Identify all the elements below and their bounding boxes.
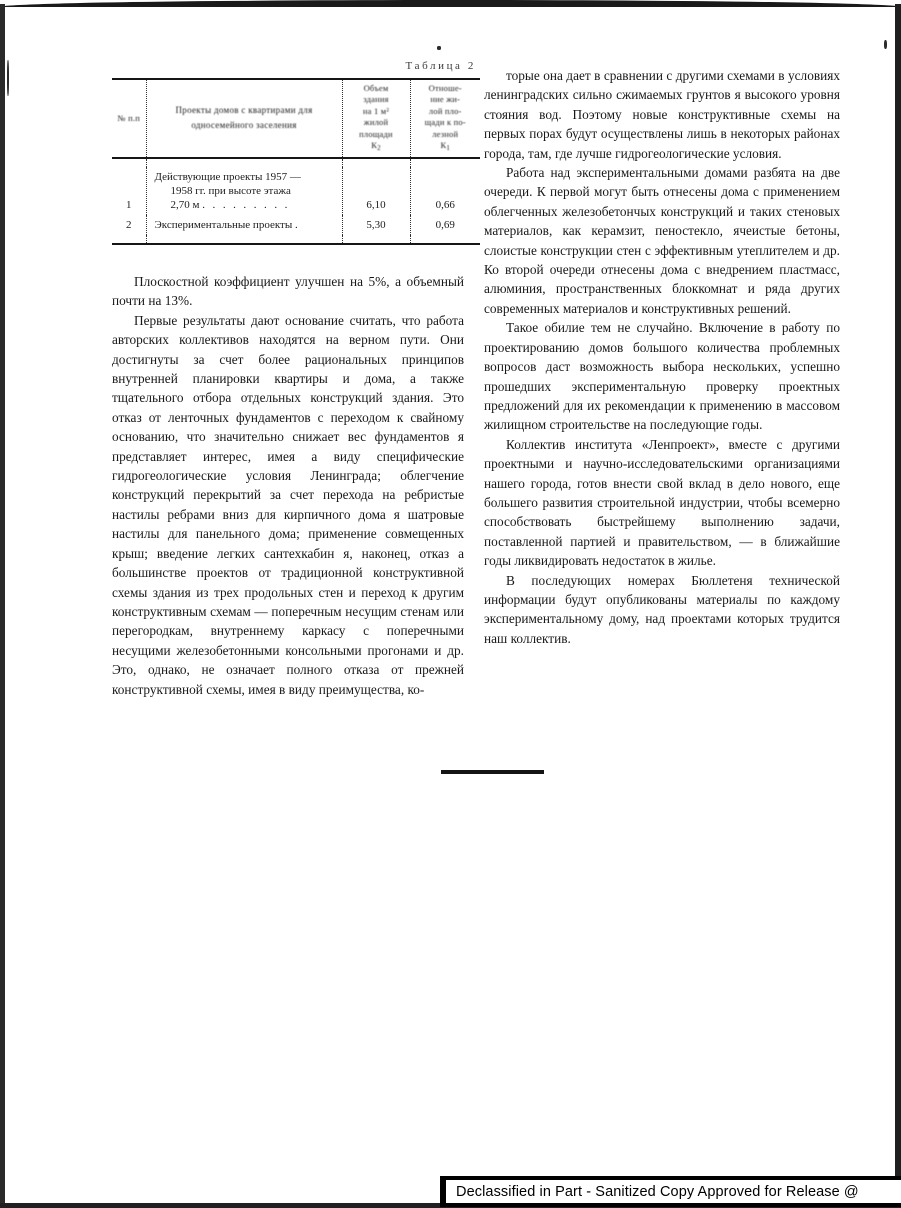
comparison-table bbox=[112, 78, 480, 245]
paragraph: торые она дает в сравнении с другими схемами в условиях ленинградских сильно сжимаемых грунтов я высокого уровня стояния вод. Поэтому новые конструктивные схемы на первых порах будут осуществлены лишь в некоторых районах города, там, где лучше гидрогеологические условия. bbox=[484, 68, 840, 161]
table-row-spacer bbox=[112, 159, 480, 167]
row-description bbox=[146, 215, 342, 235]
scan-edge-left bbox=[0, 4, 5, 1208]
table-rule-bottom bbox=[112, 244, 480, 245]
leader-dots: . bbox=[295, 219, 301, 232]
table-header-row bbox=[112, 80, 480, 158]
row-description bbox=[146, 167, 342, 215]
table-row bbox=[112, 215, 480, 235]
k2-subscript: 2 bbox=[377, 144, 381, 153]
body-column-right bbox=[484, 66, 840, 648]
paragraph: Плоскостной коэффициент улучшен на 5%, а объемный почти на 13%. bbox=[112, 274, 464, 309]
row-number: 2 bbox=[126, 219, 132, 232]
table-block bbox=[112, 60, 480, 245]
row-description-line: 2,70 м bbox=[170, 198, 200, 211]
paragraph: Работа над экспериментальными домами разбята на две очереди. К первой могут быть отнесены дома с применением облегченных железобетончых конструкций и таких стеновых материалов, как керамзит, пеностекло, ячеистые бетоны, слоистые конструкции стен с эффективным утеплителем и др. Ко второй очереди отнесены дома с внедрением пластмасс, алюминия, пространственных блоккомнат и ряда других современных материалов и конструктивных решений. bbox=[484, 165, 840, 316]
header-row-number: № п.п bbox=[117, 113, 140, 124]
scan-edge-right bbox=[895, 4, 901, 1208]
section-divider-rule bbox=[441, 770, 544, 774]
scan-speck bbox=[437, 46, 441, 50]
paragraph: Такое обилие тем не случайно. Включение в работу по проектированию домов большого количества проблемных вопросов даст возможность выбора нескольких, успешно прошедших экспериментальную проверку проектных предложений для их рекомендации к применению в массовом жилищном строительстве на последующие годы. bbox=[484, 320, 840, 433]
table-row bbox=[112, 167, 480, 215]
paragraph: В последующих номерах Бюллетеня технической информации будут опубликованы материалы по каждому экспериментальному дому, над проектами которых трудится наш коллектив. bbox=[484, 572, 840, 646]
paragraph: Первые результаты дают основание считать, что работа авторских коллективов находятся на верном пути. Они достигнуты за счет более рациональных принципов внутренней планировки квартиры и дома, а также тщательного отбора отдельных конструкций здания. Это отказ от ленточных фундаментов с переходом к свайному основанию, что значительно снижает вес фундаментов я представляет интерес, имея а виду специфические гидрогеологические условия Ленинграда; облегчение конструкций перекрытий за счет перехода на ребристые настилы ребрами вниз для кирпичного дома я шатровые настилы для панельного дома; применение совмещенных крыш; введение легких сантехкабин я, наконец, отказ а большинстве проектов от традиционной конструктивной схемы здания из трех продольных стен и переход к другим конструктивным схемам — поперечным несущим стенам или перегородкам, внутреннему каркасу с поперечными несущими железобетонными консольными прогонами и др. Это, однако, не означает полного отказа от прежней конструктивной схемы, имея в виду преимущества, ко- bbox=[112, 312, 464, 697]
table-row-spacer bbox=[112, 235, 480, 244]
row-k2-value: 6,10 bbox=[342, 167, 410, 215]
scan-edge-top bbox=[0, 0, 901, 7]
row-k1-value: 0,66 bbox=[410, 167, 480, 215]
k1-symbol: К bbox=[440, 140, 447, 151]
scan-speck bbox=[884, 40, 887, 49]
row-description-line: 1958 гг. при высоте этажа bbox=[170, 184, 291, 197]
table-caption: Таблица 2 bbox=[405, 60, 476, 72]
body-column-left bbox=[112, 272, 464, 699]
k1-subscript: 1 bbox=[446, 144, 451, 153]
paragraph: Коллектив института «Ленпроект», вместе с другими проектными и научно-исследовательскими организациями нашего города, готов внести свой вклад в дело нового, еще большего развития строительной индустрии, чтобы всемерно способствовать быстрейшему выполнению задачи, поставленной партией и правительством, — в ближайшие годы ликвидировать недостаток в жилье. bbox=[484, 436, 840, 569]
row-k2-value: 5,30 bbox=[342, 215, 410, 235]
header-description: Проекты домов с квартирами для односемейного заселения bbox=[146, 80, 342, 158]
header-area-ratio: Отноше- ние жи- лой пло- щади к по- лезной $К_1$ bbox=[410, 80, 480, 158]
row-description-line: Действующие проекты 1957 — bbox=[154, 170, 301, 183]
header-volume-coefficient: Объем здания на 1 м² жилой площади $К_2$ bbox=[342, 80, 410, 158]
declassification-banner bbox=[440, 1176, 901, 1207]
row-number: 1 bbox=[126, 198, 132, 211]
leader-dots: . . . . . . . . . bbox=[202, 198, 290, 211]
scan-speck bbox=[7, 60, 9, 96]
row-k1-value: 0,69 bbox=[410, 215, 480, 235]
declassification-stamp-text: Declassified in Part - Sanitized Copy Approved for Release @ bbox=[446, 1180, 901, 1203]
k2-symbol: К bbox=[371, 140, 378, 151]
row-description-line: Экспериментальные проекты bbox=[154, 219, 293, 232]
